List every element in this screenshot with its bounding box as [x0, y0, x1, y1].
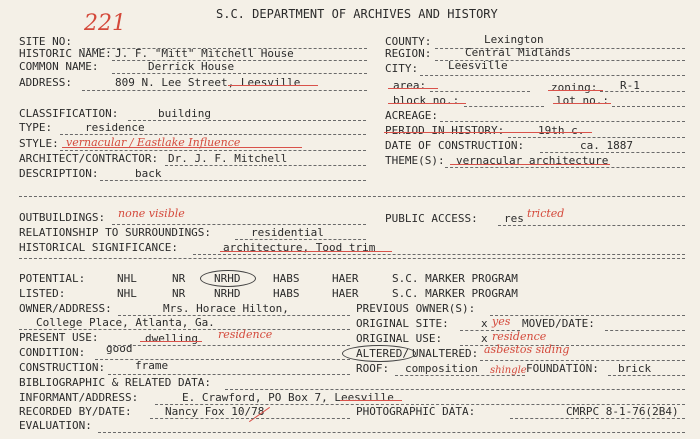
outbuildings-label: OUTBUILDINGS: — [19, 211, 106, 224]
outbuildings-handwritten: none visible — [118, 207, 185, 220]
informant-label: INFORMANT/ADDRESS: — [19, 391, 139, 404]
themes-line — [445, 167, 685, 168]
listed-nhl: NHL — [117, 287, 137, 300]
original-site-value: x — [481, 317, 488, 330]
foundation-line — [608, 375, 685, 376]
handwritten-site-number: 221 — [84, 11, 126, 36]
historical-sig-line — [193, 254, 685, 255]
site-no-label: SITE NO: — [19, 35, 72, 48]
area-line — [430, 91, 530, 92]
construction-value: frame — [135, 359, 169, 372]
photographic-line — [510, 418, 685, 419]
region-value: Central Midlands — [465, 46, 571, 59]
roof-value: composition — [405, 362, 478, 375]
altered-label: ALTERED/ — [356, 347, 409, 360]
construction-line — [108, 374, 350, 375]
potential-nhl: NHL — [117, 272, 137, 285]
original-site-label: ORIGINAL SITE: — [356, 317, 449, 330]
potential-marker: S.C. MARKER PROGRAM — [392, 272, 518, 285]
themes-redline — [450, 164, 610, 165]
description-value: back — [135, 167, 162, 180]
public-access-label: PUBLIC ACCESS: — [385, 212, 478, 225]
city-line — [420, 75, 685, 76]
historical-sig-label: HISTORICAL SIGNIFICANCE: — [19, 241, 178, 254]
construction-label: CONSTRUCTION: — [19, 361, 106, 374]
moved-date-label: MOVED/DATE: — [522, 317, 595, 330]
block-redline — [388, 103, 466, 104]
date-construction-label: DATE OF CONSTRUCTION: — [385, 139, 525, 152]
potential-nr: NR — [172, 272, 186, 285]
historic-name-value: J. F. "Mitt" Mitchell House — [115, 47, 294, 60]
common-name-line — [112, 73, 367, 74]
address-value: 809 N. Lee Street, Leesville — [115, 76, 301, 89]
listed-nr: NR — [172, 287, 186, 300]
altered-handwritten: asbestos siding — [484, 343, 570, 356]
type-label: TYPE: — [19, 121, 53, 134]
potential-haer: HAER — [332, 272, 359, 285]
recorded-by-label: RECORDED BY/DATE: — [19, 405, 132, 418]
present-use-label: PRESENT USE: — [19, 331, 99, 344]
recorded-by-value: Nancy Fox 10/78 — [165, 405, 265, 418]
type-line — [60, 134, 366, 135]
address-label: ADDRESS: — [19, 76, 72, 89]
lot-line — [612, 106, 685, 107]
acreage-label: ACREAGE: — [385, 109, 438, 122]
roof-label: ROOF: — [356, 362, 390, 375]
outbuildings-line — [112, 224, 366, 225]
foundation-value: brick — [618, 362, 652, 375]
type-value: residence — [85, 121, 145, 134]
classification-line — [128, 120, 366, 121]
style-label: STYLE: — [19, 137, 59, 150]
county-label: COUNTY: — [385, 35, 432, 48]
common-name-value: Derrick House — [148, 60, 235, 73]
potential-nrhd: NRHD — [214, 272, 241, 285]
description-label: DESCRIPTION: — [19, 167, 99, 180]
condition-line — [95, 359, 350, 360]
original-use-value: x — [481, 332, 488, 345]
address-line — [82, 90, 367, 91]
zoning-label: zoning: — [551, 81, 598, 94]
zoning-redline — [548, 90, 603, 91]
description-line-2 — [19, 196, 685, 197]
altered-circle — [342, 345, 416, 362]
photographic-label: PHOTOGRAPHIC DATA: — [356, 405, 476, 418]
condition-label: CONDITION: — [19, 346, 86, 359]
address-redline — [228, 85, 318, 86]
altered-line — [480, 360, 685, 361]
card-title: S.C. DEPARTMENT OF ARCHIVES AND HISTORY — [216, 7, 498, 21]
informant-redline — [340, 400, 402, 401]
public-access-handwritten: tricted — [527, 207, 565, 220]
block-line — [464, 106, 544, 107]
zoning-line — [600, 91, 685, 92]
bibliographic-label: BIBLIOGRAPHIC & RELATED DATA: — [19, 376, 212, 389]
period-value: 19th c. — [538, 124, 585, 137]
region-label: REGION: — [385, 47, 432, 60]
historical-sig-redline — [220, 251, 392, 252]
classification-label: CLASSIFICATION: — [19, 107, 119, 120]
common-name-label: COMMON NAME: — [19, 60, 99, 73]
original-use-label: ORIGINAL USE: — [356, 332, 443, 345]
lot-no-label: lot no.: — [556, 94, 609, 107]
unaltered-label: UNALTERED: — [412, 347, 479, 360]
period-redline — [384, 132, 592, 133]
roof-line — [395, 375, 525, 376]
relationship-line — [235, 239, 366, 240]
owner-name-value: Mrs. Horace Hilton, — [163, 302, 289, 315]
condition-value: good — [106, 342, 133, 355]
date-construction-value: ca. 1887 — [580, 139, 633, 152]
listed-haer: HAER — [332, 287, 359, 300]
present-use-handwritten: residence — [218, 328, 273, 341]
city-label: CITY: — [385, 62, 419, 75]
previous-owners-line — [490, 315, 685, 316]
listed-nrhd: NRHD — [214, 287, 241, 300]
moved-date-line — [605, 330, 685, 331]
acreage-line — [440, 121, 685, 122]
bibliographic-line — [225, 389, 685, 390]
style-handwritten: vernacular / Eastlake Influence — [66, 136, 241, 149]
period-label: PERIOD IN HISTORY: — [385, 124, 505, 137]
public-access-value: res — [504, 212, 524, 225]
previous-owners-label: PREVIOUS OWNER(S): — [356, 302, 476, 315]
block3-line-end — [19, 258, 685, 259]
city-value: Leesville — [448, 59, 508, 72]
county-value: Lexington — [484, 33, 544, 46]
zoning-value: R-1 — [620, 79, 640, 92]
present-use-line — [108, 345, 350, 346]
owner-line-2 — [19, 329, 350, 330]
historic-name-label: HISTORIC NAME: — [19, 47, 112, 60]
block-no-label: block no.: — [393, 94, 460, 107]
listed-habs: HABS — [273, 287, 300, 300]
owner-address-label: OWNER/ADDRESS: — [19, 302, 112, 315]
present-use-redline — [140, 341, 202, 342]
architect-line — [165, 165, 366, 166]
recorded-by-line — [150, 418, 350, 419]
themes-label: THEME(S): — [385, 154, 445, 167]
themes-value: vernacular architecture — [456, 154, 609, 167]
evaluation-label: EVALUATION: — [19, 419, 92, 432]
date-construction-line — [540, 152, 685, 153]
historical-sig-value: architecture, Tood trim — [223, 241, 376, 254]
potential-habs: HABS — [273, 272, 300, 285]
roof-handwritten: shingle — [490, 365, 527, 376]
architect-label: ARCHITECT/CONTRACTOR: — [19, 152, 159, 165]
architect-value: Dr. J. F. Mitchell — [168, 152, 288, 165]
area-redline — [388, 88, 438, 89]
original-use-handwritten: residence — [492, 330, 547, 343]
relationship-value: residential — [251, 226, 324, 239]
evaluation-line — [98, 432, 685, 433]
informant-value: E. Crawford, PO Box 7, Leesville — [182, 391, 394, 404]
relationship-label: RELATIONSHIP TO SURROUNDINGS: — [19, 226, 212, 239]
lot-redline — [553, 103, 611, 104]
period-line — [508, 137, 685, 138]
original-site-handwritten: yes — [492, 315, 511, 328]
nrhd-circle — [200, 270, 256, 287]
style-line — [60, 150, 366, 151]
classification-value: building — [158, 107, 211, 120]
style-redline — [62, 147, 302, 148]
area-label: area: — [393, 79, 427, 92]
potential-label: POTENTIAL: — [19, 272, 86, 285]
listed-marker: S.C. MARKER PROGRAM — [392, 287, 518, 300]
owner-city-value: College Place, Atlanta, Ga. — [36, 316, 215, 329]
foundation-label: FOUNDATION: — [526, 362, 599, 375]
photographic-value: CMRPC 8-1-76(2B4) — [566, 405, 679, 418]
listed-label: LISTED: — [19, 287, 66, 300]
present-use-value: dwelling — [145, 332, 198, 345]
description-line — [100, 180, 366, 181]
public-access-line — [498, 225, 685, 226]
